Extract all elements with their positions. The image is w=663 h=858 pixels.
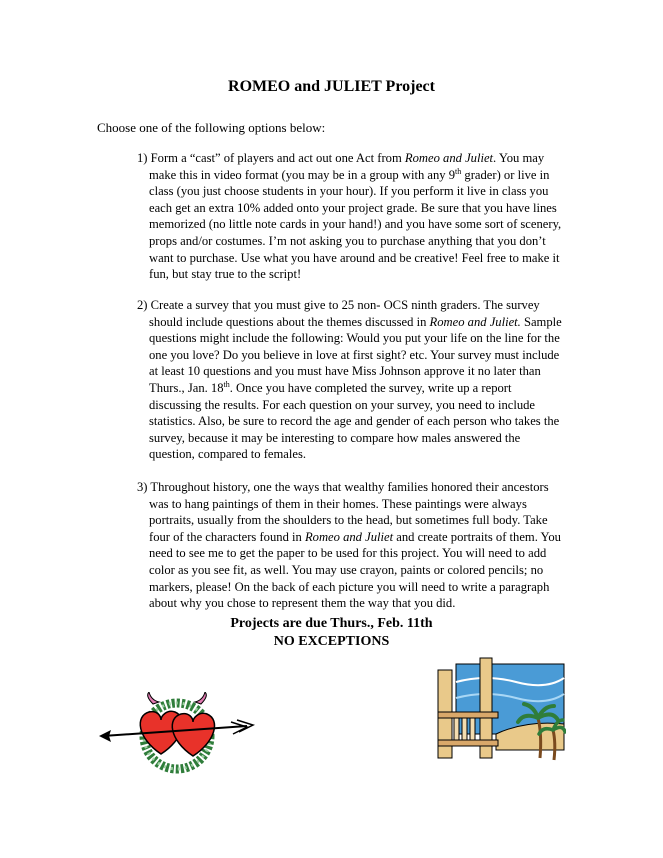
play-title: Romeo and Juliet xyxy=(404,151,494,165)
option-text: grader) or live in class (you just choose students in your hour). If you perform it live in class you each get an extra 10% added onto your project grade. Be sure that you have lines memorized (no little note cards in your hand!) and you have some sort of scenery, props and/or costumes. I’m not asking you to purchase anything that you don’t want to purchase. Use what you have around and be creative! Feel free to make it fun, but stay true to the script! xyxy=(149,167,562,282)
ordinal-suffix: th xyxy=(223,379,230,389)
option-text: Sample questions might include the following: Would you put your life on the line for the one you love? Do you believe in love at first sight? etc. Your survey must include at least 10 questions and you must have Miss Johnson approve it no later than Thurs., Jan. 18 xyxy=(149,314,562,395)
option-text: and create portraits of them. You need to see me to get the paper to be used for this project. You will need to add color as you see fit, as well. You may use crayon, paints or colored pencils; no markers, please! On the back of each picture you will need to write a paragraph about why you chose to represent them the way that you did. xyxy=(149,529,561,611)
hearts-arrow-wreath-icon xyxy=(97,692,257,780)
intro-text: Choose one of the following options below: xyxy=(97,120,326,135)
option-text: Throughout history, one the ways that wealthy families honored their ancestors was to hang paintings of them in their homes. These paintings were always portraits, usually from the shoulders to the head, but sometimes full body. Take four of the characters found in xyxy=(149,480,549,544)
option-3 xyxy=(137,479,567,612)
play-title: Romeo and Juliet xyxy=(304,529,394,544)
ordinal-suffix: th xyxy=(455,166,462,176)
option-text: Create a survey that you must give to 25 non- OCS ninth graders. The survey should include questions about the themes discussed in xyxy=(149,298,540,329)
option-text: . Once you have completed the survey, write up a report discussing the results. For each question on your survey, you need to include statistics. Also, be sure to record the age and gender of each person who takes the survey, because it may be interesting to compare how males answered the question, compared to females. xyxy=(149,380,560,462)
option-number: 2) xyxy=(137,298,148,312)
option-text: Form a “cast” of players and act out one Act from xyxy=(150,151,405,165)
option-number: 1) xyxy=(137,151,148,165)
play-title: Romeo and Juliet. xyxy=(429,314,521,329)
balcony-sea-palms-icon xyxy=(436,652,566,764)
due-notice xyxy=(0,615,663,651)
option-text: . You may make this in video format (you may be in a group with any 9 xyxy=(149,151,545,182)
option-2 xyxy=(137,297,567,463)
due-date-line: Projects are due Thurs., Feb. 11th xyxy=(230,616,433,631)
option-1 xyxy=(137,150,567,283)
option-number: 3) xyxy=(137,480,148,494)
page-title: ROMEO and JULIET Project xyxy=(228,78,435,95)
no-exceptions-line: NO EXCEPTIONS xyxy=(273,634,390,649)
